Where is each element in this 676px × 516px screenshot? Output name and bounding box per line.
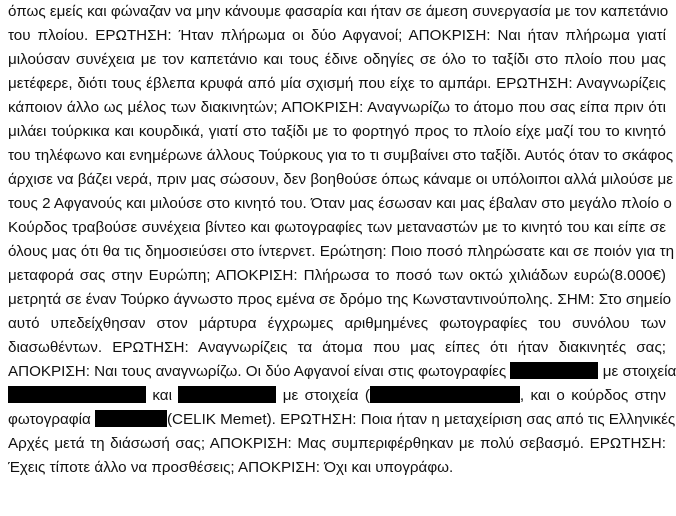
text-line: άρχισε να βάζει νερά, πριν μας σώσουν, δεν βοηθούσε όπως κάναμε οι υπόλοιποι αλλά μιλούσε με (8, 171, 674, 188)
line-text: με στοιχεία ( (282, 387, 370, 404)
text-line: μιλάει τούρκικα και κουρδικά, γιατί στο ταξίδι με το φορτηγό προς το πλοίο είχε μαζί του το κινητό (8, 123, 666, 140)
line-text: φωτογραφία (8, 411, 91, 428)
text-line: Κούρδος τραβούσε συνέχεια βίντεο και φωτογραφίες των μεταναστών με το κινητό του και είπε σε (8, 219, 666, 236)
text-line: τους 2 Αφγανούς και μιλούσε στο κινητό του. Όταν μας έσωσαν και μας έβαλαν στο μεγάλο πλοίο ο (8, 195, 672, 212)
text-line: του τηλέφωνο και ενημέρωνε άλλους Τούρκους για το τι συμβαίνει στο ταξίδι. Αυτός όταν το σκάφος (8, 147, 674, 164)
text-line: μεταφορά σας στην Ευρώπη; ΑΠΟΚΡΙΣΗ: Πλήρωσα το ποσό των οκτώ χιλιάδων ευρώ(8.000€) (8, 267, 666, 284)
line-text: και (152, 387, 172, 404)
text-line-with-redaction (8, 362, 676, 382)
line-text: , και ο κούρδος στην (519, 387, 666, 404)
text-line: μετρητά σε έναν Τούρκο άγνωστο προς εμένα σε δρόμο της Κωνσταντινούπολης. ΣΗΜ: Στο σημείο (8, 291, 672, 308)
text-line: αυτό υπεδείχθησαν στον μάρτυρα έγχρωμες αριθμημένες φωτογραφίες του συνόλου των (8, 315, 666, 332)
redaction-box (95, 410, 167, 427)
line-text: ΑΠΟΚΡΙΣΗ: Ναι τους αναγνωρίζω. Οι δύο Αφγανοί είναι στις φωτογραφίες (8, 363, 507, 380)
text-line-with-redaction (8, 386, 666, 406)
text-line: μετέφερε, διότι τους έβλεπα κρυφά από μία σχισμή που είχε το αμπάρι. ΕΡΩΤΗΣΗ: Αναγνωρίζεις (8, 75, 666, 92)
redaction-box (370, 386, 520, 403)
text-line: Αρχές μετά τη διάσωσή σας; ΑΠΟΚΡΙΣΗ: Μας συμπεριφέρθηκαν με πολύ σεβασμό. ΕΡΩΤΗΣΗ: (8, 435, 666, 452)
text-line: διασωθέντων. ΕΡΩΤΗΣΗ: Αναγνωρίζεις τα άτομα που μας είπες ότι ήταν διακινητές σας; (8, 339, 666, 356)
line-text: με στοιχεία (602, 363, 676, 380)
redaction-box (8, 386, 146, 403)
text-line: όπως εμείς και φώναζαν να μην κάνουμε φασαρία και ήταν σε άμεση συνεργασία με τον καπετάνιο (8, 3, 669, 20)
text-line: μιλούσαν συνέχεια με τον καπετάνιο και τους έδινε οδηγίες σε όλο το ταξίδι στο πλοίο που μας (8, 51, 666, 68)
text-line: κάποιον άλλο ως μέλος των διακινητών; ΑΠΟΚΡΙΣΗ: Αναγνωρίζω το άτομο που σας είπα πριν ότι (8, 99, 666, 116)
redaction-box (178, 386, 276, 403)
text-line: όλους μας ότι θα τις δημοσιεύσει στο ίντερνετ. Ερώτηση: Ποιο ποσό πληρώσατε και σε ποιόν για τη (8, 243, 675, 260)
text-line-with-redaction (8, 410, 676, 430)
text-line: Έχεις τίποτε άλλο να προσθέσεις; ΑΠΟΚΡΙΣΗ: Όχι και υπογράφω. (8, 459, 454, 476)
line-text: (CELIK Memet). ΕΡΩΤΗΣΗ: Ποια ήταν η μεταχείριση σας από τις Ελληνικές (166, 411, 676, 428)
redaction-box (510, 362, 598, 379)
text-line: του πλοίου. ΕΡΩΤΗΣΗ: Ήταν πλήρωμα οι δύο Αφγανοί; ΑΠΟΚΡΙΣΗ: Ναι ήταν πλήρωμα γιατί (8, 27, 666, 44)
